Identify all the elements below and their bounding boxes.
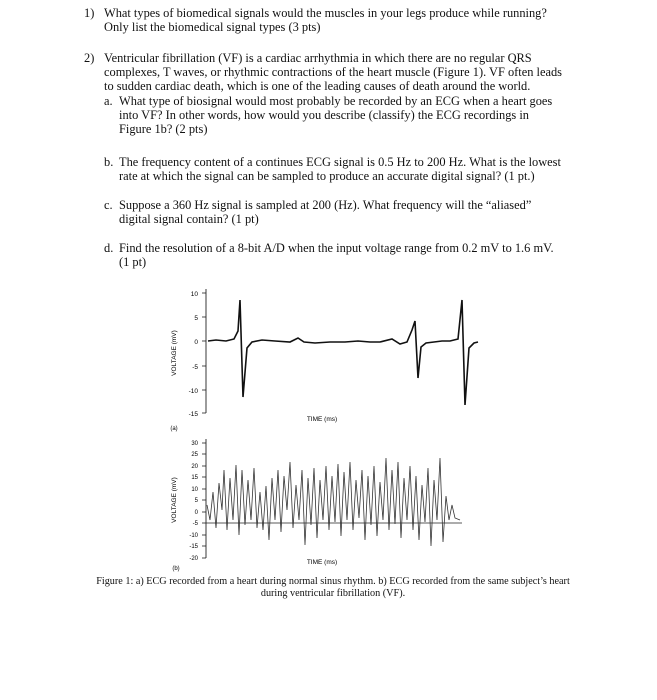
panel-a-tick-label: -15 (188, 411, 198, 418)
panel-b-label: (b) (172, 566, 180, 572)
panel-b-tick-label: 10 (191, 487, 198, 493)
panel-b-ecg-trace (207, 458, 460, 546)
panel-b-x-axis-label: TIME (ms) (306, 559, 338, 566)
panel-b-tick-label: 5 (194, 498, 198, 504)
panel-a-label: (a) (170, 426, 178, 432)
part-b-line: rate at which the signal can be sampled to produce an accurate digital signal? (1 pt.) (119, 169, 535, 184)
panel-a-tick-label: 10 (190, 291, 198, 298)
panel-a-y-axis-label: VOLTAGE (mV) (171, 330, 178, 376)
part-b-label: b. (104, 155, 114, 169)
part-d-label: d. (104, 241, 114, 255)
figure-caption-line: Figure 1: a) ECG recorded from a heart during normal sinus rhythm. b) ECG recorded from the same subject’s heart (96, 576, 570, 587)
question-2-line: to sudden cardiac death, which is one of the leading causes of death around the world. (104, 79, 531, 94)
panel-a-tick-label: 0 (194, 339, 198, 346)
part-a-line: Figure 1b? (2 pts) (119, 122, 208, 137)
figure-caption (78, 576, 588, 600)
part-b-line: The frequency content of a continues ECG signal is 0.5 Hz to 200 Hz. What is the lowest (119, 155, 561, 169)
part-c-line: Suppose a 360 Hz signal is sampled at 200 (Hz). What frequency will the “aliased” (119, 198, 532, 212)
panel-a (170, 289, 478, 432)
panel-b-tick-label: -15 (189, 544, 198, 550)
figure-caption-line: during ventricular fibrillation (VF). (260, 588, 406, 599)
panel-b-y-axis-label: VOLTAGE (mV) (171, 477, 178, 523)
part-c-label: c. (104, 198, 113, 212)
panel-b-ticks (202, 443, 206, 558)
question-2-number: 2) (84, 51, 95, 65)
panel-b-tick-label: 15 (191, 475, 198, 481)
part-a-line: into VF? In other words, how would you describe (classify) the ECG recordings in (119, 108, 529, 123)
panel-a-x-axis-label: TIME (ms) (306, 416, 338, 423)
panel-b-tick-label: 20 (191, 464, 198, 470)
panel-a-ecg-trace (208, 300, 478, 405)
panel-b (171, 439, 462, 572)
question-2-line: complexes, T waves, or rhythmic contractions of the heart muscle (Figure 1). VF often leads (104, 65, 562, 80)
part-d-line: (1 pt) (119, 255, 147, 270)
panel-b-tick-label: -20 (189, 556, 198, 562)
panel-b-tick-label: 25 (191, 452, 198, 458)
panel-a-tick-label: 5 (194, 315, 198, 322)
question-1-line: What types of biomedical signals would the muscles in your legs produce while running? (104, 6, 547, 20)
panel-b-tick-label: 30 (191, 441, 198, 447)
part-d-line: Find the resolution of a 8-bit A/D when the input voltage range from 0.2 mV to 1.6 mV. (119, 241, 554, 255)
panel-a-ticks (202, 293, 206, 413)
question-2-line: Ventricular fibrillation (VF) is a cardiac arrhythmia in which there are no regular QRS (104, 51, 532, 65)
panel-a-tick-label: -5 (192, 364, 198, 371)
panel-b-tick-label: -5 (192, 521, 198, 527)
question-1-number: 1) (84, 6, 95, 20)
panel-b-tick-label: -10 (189, 533, 198, 539)
part-a-line: What type of biosignal would most probably be recorded by an ECG when a heart goes (119, 94, 553, 108)
question-1-line: Only list the biomedical signal types (3 pts) (104, 20, 321, 35)
panel-a-tick-label: -10 (188, 388, 198, 395)
panel-b-tick-label: 0 (194, 510, 198, 516)
part-c-line: digital signal contain? (1 pt) (119, 212, 259, 227)
part-a-label: a. (104, 94, 113, 108)
